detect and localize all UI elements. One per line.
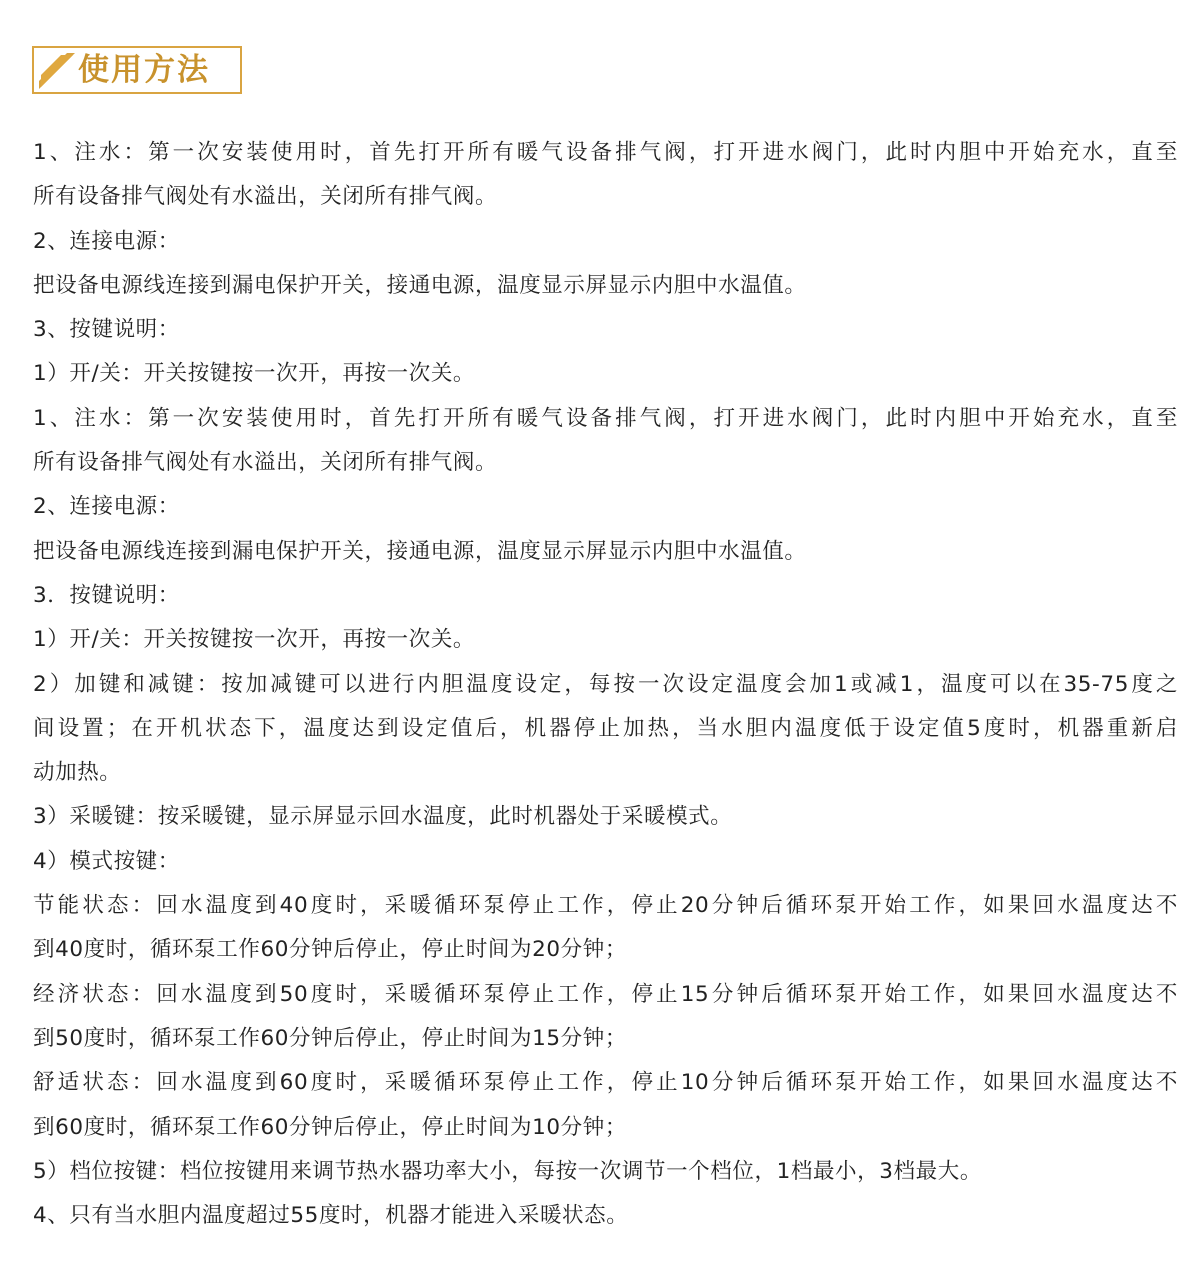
section-title-box bbox=[32, 46, 242, 94]
instructions-body bbox=[33, 131, 1178, 1238]
instruction-line: 所有设备排气阀处有水溢出，关闭所有排气阀。 bbox=[33, 450, 498, 476]
instruction-line: 1、注水：第一次安装使用时，首先打开所有暖气设备排气阀，打开进水阀门，此时内胆中开始充水，直至 bbox=[33, 405, 1178, 431]
instruction-line: 1）开/关：开关按键按一次开，再按一次关。 bbox=[33, 627, 476, 653]
instruction-line: 3、按键说明： bbox=[33, 317, 180, 343]
instruction-line: 2、连接电源： bbox=[33, 228, 180, 254]
corner-triangle-icon bbox=[37, 51, 77, 91]
instruction-line: 节能状态：回水温度到40度时，采暖循环泵停止工作，停止20分钟后循环泵开始工作，如果回水温度达不 bbox=[33, 893, 1178, 919]
instruction-line: 3）采暖键：按采暖键，显示屏显示回水温度，此时机器处于采暖模式。 bbox=[33, 804, 733, 830]
instruction-line: 把设备电源线连接到漏电保护开关，接通电源，温度显示屏显示内胆中水温值。 bbox=[33, 538, 807, 564]
instruction-line: 经济状态：回水温度到50度时，采暖循环泵停止工作，停止15分钟后循环泵开始工作，如果回水温度达不 bbox=[33, 981, 1178, 1007]
instruction-line: 3．按键说明： bbox=[33, 582, 180, 608]
instruction-line: 5）档位按键：档位按键用来调节热水器功率大小，每按一次调节一个档位，1档最小，3档最大。 bbox=[33, 1158, 982, 1184]
instruction-line: 4、只有当水胆内温度超过55度时，机器才能进入采暖状态。 bbox=[33, 1203, 629, 1229]
instruction-line: 到60度时，循环泵工作60分钟后停止，停止时间为10分钟； bbox=[33, 1114, 627, 1140]
instruction-line: 2）加键和减键：按加减键可以进行内胆温度设定，每按一次设定温度会加1或减1，温度可以在35-75度之 bbox=[33, 671, 1178, 697]
instruction-line: 把设备电源线连接到漏电保护开关，接通电源，温度显示屏显示内胆中水温值。 bbox=[33, 272, 807, 298]
instruction-line: 到50度时，循环泵工作60分钟后停止，停止时间为15分钟； bbox=[33, 1025, 627, 1051]
instruction-line: 4）模式按键： bbox=[33, 848, 180, 874]
instruction-line: 动加热。 bbox=[33, 760, 122, 786]
instruction-line: 2、连接电源： bbox=[33, 494, 180, 520]
instruction-line: 1）开/关：开关按键按一次开，再按一次关。 bbox=[33, 361, 476, 387]
section-title: 使用方法 bbox=[78, 52, 210, 88]
instruction-line: 到40度时，循环泵工作60分钟后停止，停止时间为20分钟； bbox=[33, 937, 627, 963]
instruction-line: 所有设备排气阀处有水溢出，关闭所有排气阀。 bbox=[33, 184, 498, 210]
instruction-line: 1、注水：第一次安装使用时，首先打开所有暖气设备排气阀，打开进水阀门，此时内胆中开始充水，直至 bbox=[33, 140, 1178, 165]
instruction-line: 间设置；在开机状态下，温度达到设定值后，机器停止加热，当水胆内温度低于设定值5度时，机器重新启 bbox=[33, 715, 1178, 741]
instruction-line: 舒适状态：回水温度到60度时，采暖循环泵停止工作，停止10分钟后循环泵开始工作，如果回水温度达不 bbox=[33, 1070, 1178, 1096]
